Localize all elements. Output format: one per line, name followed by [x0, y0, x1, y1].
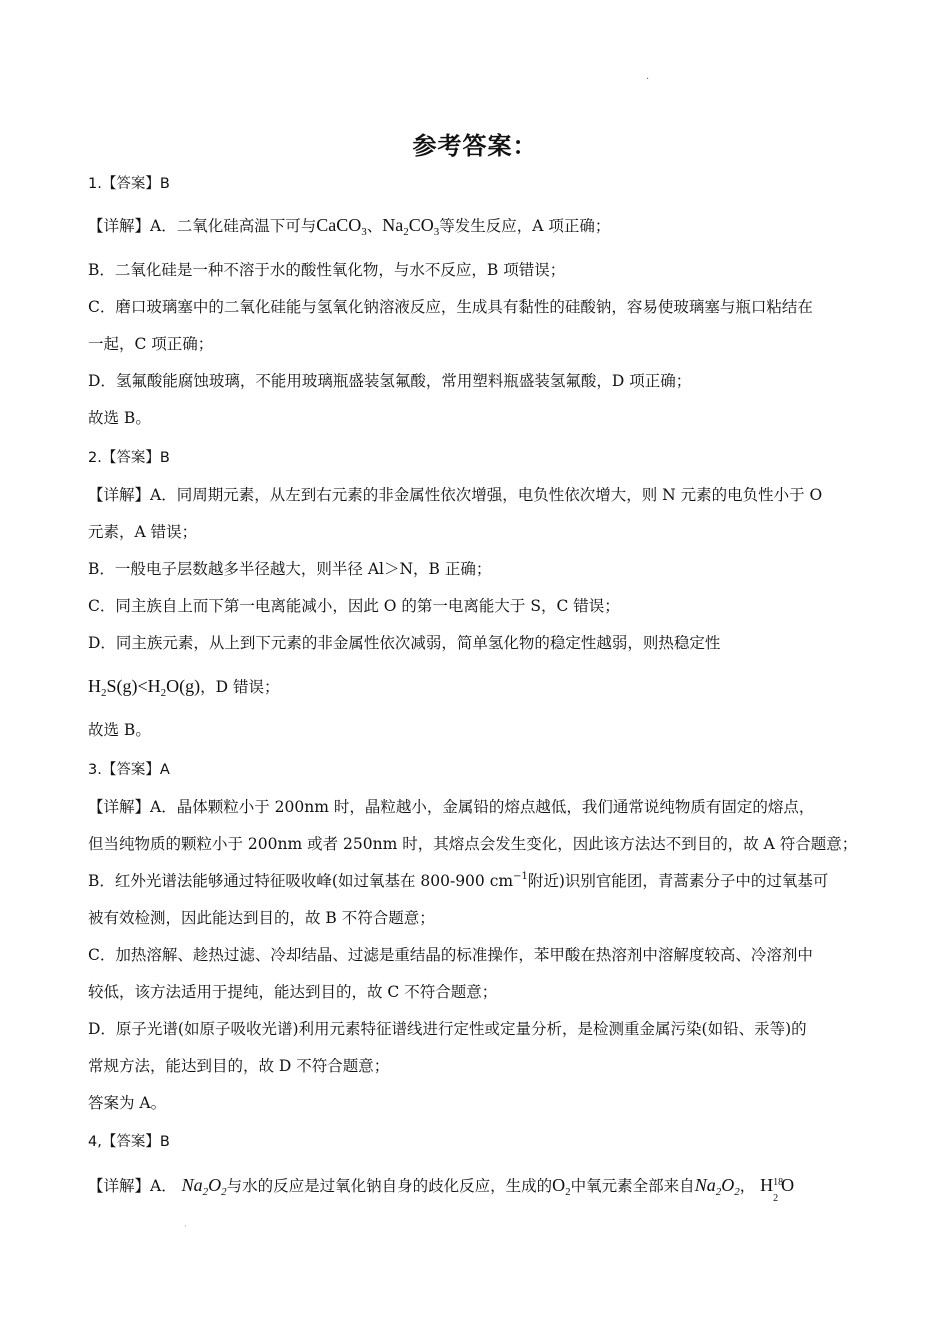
q2-conclusion: 故选 B。 [88, 721, 151, 739]
q3-detail-c1: C．加热溶解、趁热过滤、冷却结晶、过滤是重结晶的标准操作，苯甲酸在热溶剂中溶解度较高、冷溶剂中 [88, 946, 813, 964]
page-mark: · [646, 74, 650, 85]
q2-detail-a1: 【详解】A．同周期元素，从左到右元素的非金属性依次增强，电负性依次增大，则 N 元素的电负性小于 O [88, 486, 823, 504]
q1-detail-b: B．二氧化硅是一种不溶于水的酸性氧化物，与水不反应，B 项错误； [88, 261, 566, 279]
q3-detail-a2: 但当纯物质的颗粒小于 200nm 或者 250nm 时，其熔点会发生变化，因此该方法达不到目的，故 A 符合题意； [88, 835, 858, 853]
page-mark-bottom: · [184, 1222, 187, 1231]
q4-answer: 4,【答案】B [88, 1134, 170, 1150]
q2-detail-d2: $H_2S(g)<H_2O(g)$，D 错误； [88, 676, 280, 699]
q1-detail-d: D．氢氟酸能腐蚀玻璃，不能用玻璃瓶盛装氢氟酸，常用塑料瓶盛装氢氟酸，D 项正确； [88, 372, 692, 390]
q1-answer: 1.【答案】B [88, 176, 170, 192]
page-title: 参考答案： [412, 132, 538, 160]
q3-answer: 3.【答案】A [88, 762, 170, 778]
q1-detail-c1: C．磨口玻璃塞中的二氧化硅能与氢氧化钠溶液反应，生成具有黏性的硅酸钠，容易使玻璃塞与瓶口粘结在 [88, 298, 813, 316]
q2-detail-d1: D．同主族元素，从上到下元素的非金属性依次减弱，简单氢化物的稳定性越弱，则热稳定性 [88, 634, 721, 652]
q4-detail-a: 【详解】A． $Na_2O_2$与水的反应是过氧化钠自身的歧化反应，生成的$O_2$中氧元素全部来自$Na_2O_2$， H 18 2 O [88, 1175, 795, 1204]
q3-conclusion: 答案为 A。 [88, 1094, 167, 1112]
q1-detail-a: 【详解】A．二氧化硅高温下可与CaCO$_3$、$Na_2CO_3$等发生反应，A 项正确； [88, 215, 611, 238]
q3-detail-d2: 常规方法，能达到目的，故 D 不符合题意； [88, 1057, 390, 1075]
q2-answer: 2.【答案】B [88, 450, 170, 466]
q3-detail-b1: B．红外光谱法能够通过特征吸收峰(如过氧基在 800-900 $cm^{-1}$附近)识别官能团，青蒿素分子中的过氧基可 [88, 871, 829, 890]
q2-detail-a2: 元素，A 错误； [88, 523, 198, 541]
q2-detail-b: B．一般电子层数越多半径越大，则半径 Al＞N，B 正确； [88, 560, 492, 578]
q1-detail-c2: 一起，C 项正确； [88, 335, 214, 353]
q3-detail-a1: 【详解】A．晶体颗粒小于 200nm 时，晶粒越小，金属铅的熔点越低，我们通常说纯物质有固定的熔点， [88, 798, 815, 816]
q3-detail-b2: 被有效检测，因此能达到目的，故 B 不符合题意； [88, 909, 435, 927]
q3-detail-d1: D．原子光谱(如原子吸收光谱)利用元素特征谱线进行定性或定量分析，是检测重金属污染(如铅、汞等)的 [88, 1020, 807, 1038]
q1-conclusion: 故选 B。 [88, 409, 151, 427]
q2-detail-c: C．同主族自上而下第一电离能减小，因此 O 的第一电离能大于 S，C 错误； [88, 597, 620, 615]
q3-detail-c2: 较低，该方法适用于提纯，能达到目的，故 C 不符合题意； [88, 983, 498, 1001]
